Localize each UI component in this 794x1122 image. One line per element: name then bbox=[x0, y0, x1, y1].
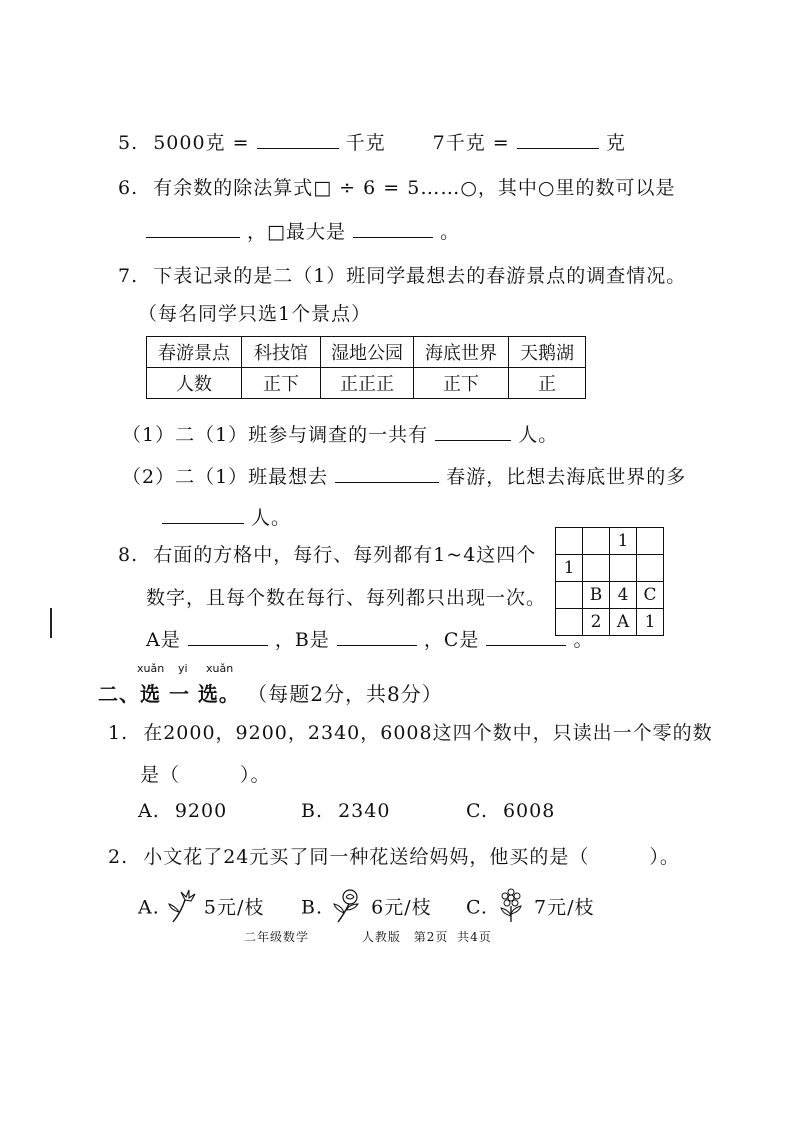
survey-header-cell: 春游景点 bbox=[147, 337, 242, 368]
grid-cell: 2 bbox=[583, 609, 610, 636]
q5-a-unit: 千克 bbox=[345, 132, 386, 154]
q8-line3 bbox=[146, 625, 594, 652]
q8-end: 。 bbox=[573, 629, 594, 651]
mc1-line1 bbox=[108, 718, 713, 745]
survey-tally-cell: 正 bbox=[509, 368, 586, 399]
mc1-number: 1. bbox=[108, 722, 129, 744]
q5-b-blank[interactable] bbox=[517, 130, 599, 149]
survey-data-row bbox=[147, 368, 586, 399]
footer-edition: 人教版 bbox=[361, 930, 401, 944]
grid-cell: 4 bbox=[610, 582, 637, 609]
q5-number: 5. bbox=[118, 132, 139, 154]
q8-a-label: A是 bbox=[146, 629, 181, 651]
q5-a-blank[interactable] bbox=[257, 130, 339, 149]
option-label: A. bbox=[138, 896, 160, 919]
grid-cell: B bbox=[583, 582, 610, 609]
lily-flower-icon bbox=[167, 888, 197, 929]
q6-text: 有余数的除法算式□ ÷ 6 = 5……○，其中○里的数可以是 bbox=[153, 177, 676, 199]
option-label: C. bbox=[466, 800, 488, 822]
mc1-line2 bbox=[140, 760, 271, 787]
footer-page: 第2页 bbox=[413, 930, 449, 944]
survey-tally-cell: 正下 bbox=[242, 368, 321, 399]
survey-header-cell: 科技馆 bbox=[242, 337, 321, 368]
grid-cell bbox=[583, 555, 610, 582]
rose-flower-icon bbox=[330, 888, 364, 929]
q7-sub2-mid: 春游，比想去海底世界的多 bbox=[446, 466, 687, 488]
grid-row bbox=[556, 555, 664, 582]
option-label: B. bbox=[301, 896, 324, 919]
survey-tally-cell: 正下 bbox=[414, 368, 509, 399]
q8-a-blank[interactable] bbox=[188, 627, 268, 646]
grid-cell: 1 bbox=[610, 528, 637, 555]
mc1-option-b[interactable] bbox=[301, 800, 390, 822]
q7-note: （每名同学只选1个景点） bbox=[138, 303, 372, 325]
q5-b-unit: 克 bbox=[605, 132, 626, 154]
option-price: 5元/枝 bbox=[203, 896, 265, 919]
q7-sub2 bbox=[122, 462, 686, 489]
grid-cell: A bbox=[610, 609, 637, 636]
q6-circle-blank[interactable] bbox=[146, 219, 240, 238]
mc2-number: 2. bbox=[108, 846, 129, 868]
q8-c-label: ，C是 bbox=[423, 629, 480, 651]
pinyin-yi: yi bbox=[178, 662, 188, 675]
mc1-option-a[interactable] bbox=[138, 800, 227, 822]
grid-cell: 1 bbox=[556, 555, 583, 582]
q7-line2 bbox=[138, 299, 371, 326]
option-label: B. bbox=[301, 800, 324, 822]
mc2-line1 bbox=[108, 842, 680, 869]
grid-cell bbox=[556, 582, 583, 609]
grid-cell bbox=[637, 528, 664, 555]
survey-tally-cell: 正正正 bbox=[321, 368, 414, 399]
scan-margin-mark bbox=[50, 608, 52, 638]
section2-title: 二、选 一 选。 bbox=[98, 682, 240, 706]
option-price: 7元/枝 bbox=[534, 896, 595, 919]
option-price: 6元/枝 bbox=[371, 896, 432, 919]
q7-sub1-end: 人。 bbox=[518, 424, 559, 446]
option-value: 9200 bbox=[174, 800, 228, 822]
survey-header-cell: 湿地公园 bbox=[321, 337, 414, 368]
footer-subject: 二年级数学 bbox=[244, 930, 310, 944]
q8-text2: 数字，且每个数在每行、每列都只出现一次。 bbox=[146, 587, 547, 609]
q7-line1 bbox=[118, 261, 686, 288]
q5-line bbox=[118, 128, 626, 155]
q6-line2 bbox=[146, 217, 460, 244]
grid-cell: C bbox=[637, 582, 664, 609]
q7-sub2-blank1[interactable] bbox=[335, 464, 439, 483]
daisy-flower-icon bbox=[495, 888, 527, 929]
q7-sub2-blank2[interactable] bbox=[162, 505, 244, 524]
section2-heading bbox=[98, 678, 443, 707]
q7-sub1-blank[interactable] bbox=[435, 422, 511, 441]
mc1-option-c[interactable] bbox=[466, 800, 555, 822]
option-value: 2340 bbox=[338, 800, 391, 822]
footer-total: 共4页 bbox=[457, 930, 492, 944]
q5-b-text: 7千克 = bbox=[432, 132, 510, 154]
grid-row bbox=[556, 609, 664, 636]
q6-line1 bbox=[118, 173, 675, 200]
mc2-option-c[interactable] bbox=[466, 888, 595, 929]
pinyin-xuan-2: xuǎn bbox=[206, 662, 234, 675]
q7-sub1-text: （1）二（1）班参与调查的一共有 bbox=[122, 424, 429, 446]
q8-line2 bbox=[146, 583, 546, 610]
option-value: 6008 bbox=[502, 800, 556, 822]
q7-text: 下表记录的是二（1）班同学最想去的春游景点的调查情况。 bbox=[153, 265, 687, 287]
grid-cell bbox=[583, 528, 610, 555]
mc2-option-b[interactable] bbox=[301, 888, 432, 929]
q7-sub2-end: 人。 bbox=[251, 507, 292, 529]
survey-header-cell: 天鹅湖 bbox=[509, 337, 586, 368]
latin-square-grid bbox=[555, 527, 664, 636]
q6-end: 。 bbox=[440, 221, 461, 243]
option-label: C. bbox=[466, 896, 488, 919]
survey-header-row bbox=[147, 337, 586, 368]
q7-sub2-text: （2）二（1）班最想去 bbox=[122, 466, 329, 488]
section2-note: （每题2分，共8分） bbox=[247, 682, 443, 706]
q7-sub1 bbox=[122, 420, 558, 447]
survey-header-cell: 海底世界 bbox=[414, 337, 509, 368]
q8-b-label: ，B是 bbox=[274, 629, 330, 651]
option-label: A. bbox=[138, 800, 160, 822]
mc2-text: 小文花了24元买了同一种花送给妈妈，他买的是（ ）。 bbox=[143, 846, 680, 868]
grid-cell bbox=[556, 609, 583, 636]
grid-cell bbox=[610, 555, 637, 582]
q8-text1: 右面的方格中，每行、每列都有1~4这四个 bbox=[153, 544, 537, 566]
q6-mid-text: ，□最大是 bbox=[247, 221, 346, 243]
survey-row-label: 人数 bbox=[147, 368, 242, 399]
q6-number: 6. bbox=[118, 177, 139, 199]
pinyin-xuan-1: xuǎn bbox=[137, 662, 165, 675]
grid-row bbox=[556, 582, 664, 609]
q8-line1 bbox=[118, 540, 536, 567]
grid-row bbox=[556, 528, 664, 555]
q7-sub2-cont bbox=[162, 503, 291, 530]
survey-table bbox=[146, 336, 586, 399]
mc2-option-a[interactable] bbox=[138, 888, 264, 929]
q6-square-blank[interactable] bbox=[353, 219, 433, 238]
q5-a-text: 5000克 = bbox=[153, 132, 250, 154]
grid-cell bbox=[637, 555, 664, 582]
grid-cell: 1 bbox=[637, 609, 664, 636]
q7-number: 7. bbox=[118, 265, 139, 287]
page-footer bbox=[244, 928, 492, 945]
q8-number: 8. bbox=[118, 544, 139, 566]
q8-b-blank[interactable] bbox=[337, 627, 417, 646]
mc1-text: 在2000，9200，2340，6008这四个数中，只读出一个零的数 bbox=[143, 722, 713, 744]
mc1-text2: 是（ ）。 bbox=[140, 764, 271, 786]
grid-cell bbox=[556, 528, 583, 555]
